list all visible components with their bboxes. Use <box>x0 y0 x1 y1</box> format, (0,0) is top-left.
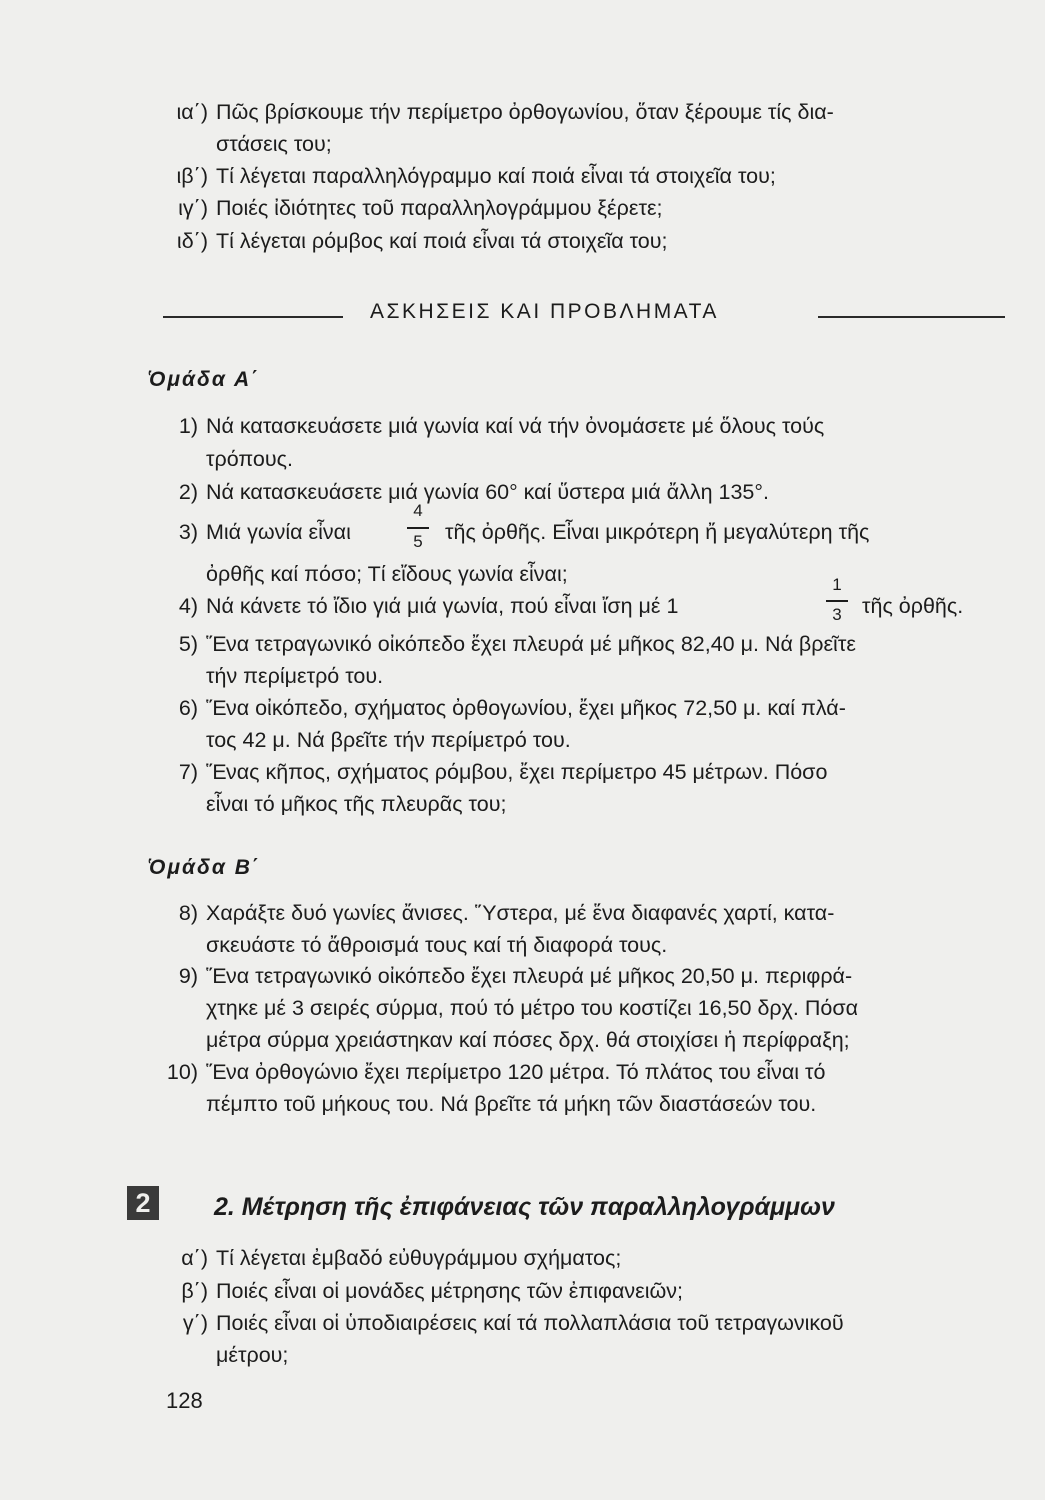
question-text: Ποιές εἶναι οἱ μονάδες μέτρησης τῶν ἐπιφανειῶν; <box>216 1279 683 1303</box>
group-b-title: Ὁμάδα Β΄ <box>148 856 261 879</box>
exercise-label: 1) <box>178 414 198 438</box>
exercise-text: εἶναι τό μῆκος τῆς πλευρᾶς του; <box>206 792 507 816</box>
fraction-numerator: 1 <box>832 575 842 594</box>
question-label: ιβ΄) <box>176 164 208 188</box>
heading-rule-right <box>818 316 1005 318</box>
exercise-text: χτηκε μέ 3 σειρές σύρμα, πού τό μέτρο του κοστίζει 16,50 δρχ. Πόσα <box>206 996 859 1020</box>
question-text: στάσεις του; <box>216 132 332 156</box>
fraction-bar <box>826 600 848 602</box>
exercise-text-before: Νά κάνετε τό ἴδιο γιά μιά γωνία, πού εἶναι ἴση μέ 1 <box>206 594 679 618</box>
exercise-text: πέμπτο τοῦ μήκους του. Νά βρεῖτε τά μήκη τῶν διαστάσεών του. <box>206 1092 817 1116</box>
exercise-label: 3) <box>178 520 198 544</box>
fraction-denominator: 5 <box>413 532 423 551</box>
question-label: β΄) <box>181 1279 208 1303</box>
exercise-text: τος 42 μ. Νά βρεῖτε τήν περίμετρό του. <box>206 728 571 752</box>
heading-rule-left <box>163 316 343 318</box>
exercise-label: 10) <box>166 1060 198 1084</box>
exercise-text: σκευάστε τό ἄθροισμά τους καί τή διαφορά τους. <box>206 933 668 957</box>
exercise-label: 6) <box>178 696 198 720</box>
exercise-text-before: Μιά γωνία εἶναι <box>206 520 351 544</box>
exercise-text: Ἕνας κῆπος, σχήματος ρόμβου, ἔχει περίμετρο 45 μέτρων. Πόσο <box>206 760 828 784</box>
exercise-text: Ἕνα ὀρθογώνιο ἔχει περίμετρο 120 μέτρα. Τό πλάτος του εἶναι τό <box>206 1060 826 1084</box>
exercise-label: 7) <box>178 760 198 784</box>
page-number: 128 <box>166 1388 203 1413</box>
question-text: Τί λέγεται παραλληλόγραμμο καί ποιά εἶναι τά στοιχεῖα του; <box>216 164 776 188</box>
fraction-numerator: 4 <box>413 501 423 520</box>
exercise-text: Ἕνα οἰκόπεδο, σχήματος ὀρθογωνίου, ἔχει μῆκος 72,50 μ. καί πλά- <box>206 696 846 720</box>
exercise-text: μέτρα σύρμα χρειάστηκαν καί πόσες δρχ. θά στοιχίσει ἡ περίφραξη; <box>206 1028 850 1052</box>
exercise-text-after: τῆς ὀρθῆς. <box>862 594 964 618</box>
exercise-label: 4) <box>178 594 198 618</box>
question-label: ιδ΄) <box>176 229 208 253</box>
exercise-label: 8) <box>178 901 198 925</box>
exercise-label: 5) <box>178 632 198 656</box>
section-number-badge: 2 <box>127 1186 159 1220</box>
question-text: Πῶς βρίσκουμε τήν περίμετρο ὀρθογωνίου, ὅταν ξέρουμε τίς δια- <box>216 100 834 124</box>
exercise-text: Ἕνα τετραγωνικό οἰκόπεδο ἔχει πλευρά μέ μῆκος 20,50 μ. περιφρά- <box>206 964 853 988</box>
question-text: μέτρου; <box>216 1343 289 1367</box>
question-text: Ποιές ἰδιότητες τοῦ παραλληλογράμμου ξέρετε; <box>216 196 663 220</box>
question-text: Ποιές εἶναι οἱ ὑποδιαιρέσεις καί τά πολλαπλάσια τοῦ τετραγωνικοῦ <box>216 1311 844 1335</box>
exercise-text: τρόπους. <box>206 447 293 471</box>
exercise-text: ὀρθῆς καί πόσο; Τί εἴδους γωνία εἶναι; <box>206 562 568 586</box>
exercise-text: Νά κατασκευάσετε μιά γωνία καί νά τήν ὀνομάσετε μέ ὅλους τούς <box>206 414 825 438</box>
exercise-text: τήν περίμετρό του. <box>206 664 384 688</box>
question-label: ιγ΄) <box>178 196 208 220</box>
question-text: Τί λέγεται ἐμβαδό εὐθυγράμμου σχήματος; <box>216 1246 622 1270</box>
question-label: γ΄) <box>182 1311 208 1335</box>
fraction-denominator: 3 <box>832 605 842 624</box>
exercise-text: Νά κατασκευάσετε μιά γωνία 60° καί ὕστερα μιά ἄλλη 135°. <box>206 480 769 504</box>
exercise-label: 9) <box>178 964 198 988</box>
question-label: ια΄) <box>176 100 208 124</box>
section-title: 2. Μέτρηση τῆς ἐπιφάνειας τῶν παραλληλογράμμων <box>214 1193 835 1221</box>
exercise-label: 2) <box>178 480 198 504</box>
exercises-heading: ΑΣΚΗΣΕΙΣ ΚΑΙ ΠΡΟΒΛΗΜΑΤΑ <box>370 300 719 323</box>
exercise-text: Ἕνα τετραγωνικό οἰκόπεδο ἔχει πλευρά μέ μῆκος 82,40 μ. Νά βρεῖτε <box>206 632 856 656</box>
fraction-bar <box>407 527 429 529</box>
question-label: α΄) <box>181 1246 208 1270</box>
exercise-text-after: τῆς ὀρθῆς. Εἶναι μικρότερη ἤ μεγαλύτερη τῆς <box>445 520 870 544</box>
group-a-title: Ὁμάδα Α΄ <box>148 368 261 391</box>
exercise-text: Χαράξτε δυό γωνίες ἄνισες. Ὕστερα, μέ ἕνα διαφανές χαρτί, κατα- <box>206 901 835 925</box>
question-text: Τί λέγεται ρόμβος καί ποιά εἶναι τά στοιχεῖα του; <box>216 229 668 253</box>
